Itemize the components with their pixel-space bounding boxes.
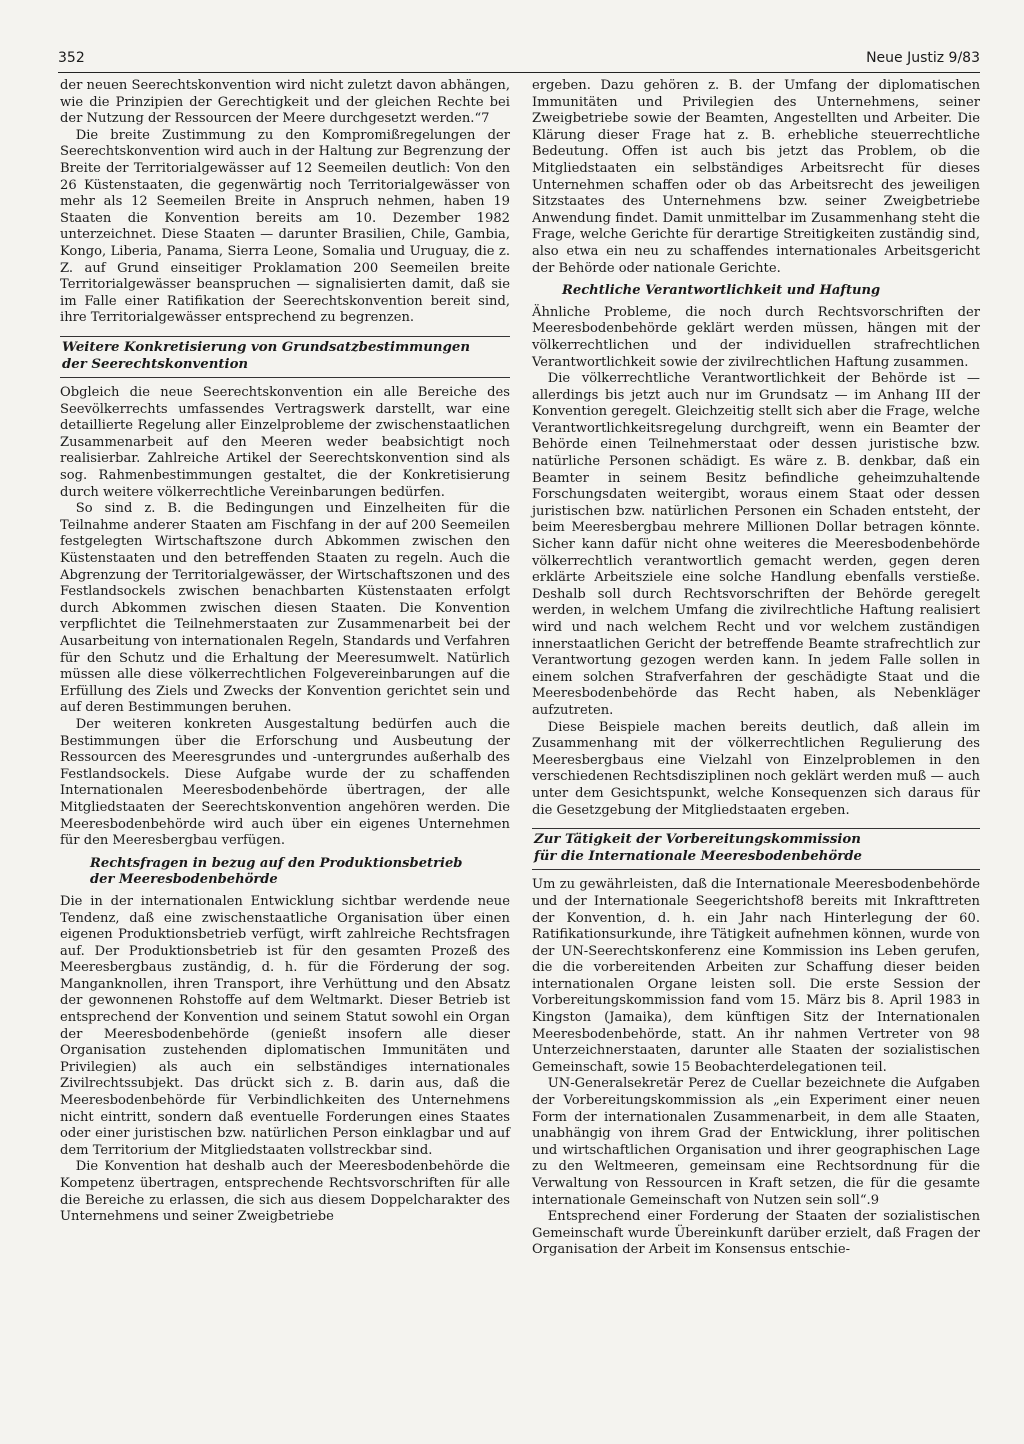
paragraph: Die Konvention hat deshalb auch der Meeresbodenbehörde die Kompetenz übertragen, entsprechende Rechtsvorschriften für alle die Bereiche zu erlassen, die sich aus diesem Doppelcharakter des Unternehmens und seiner Zweigbetriebe xyxy=(60,1159,510,1225)
paragraph: Die in der internationalen Entwicklung sichtbar werdende neue Tendenz, daß eine zwischenstaatliche Organisation über einen eigenen Produktionsbetrieb verfügt, wirft zahlreiche Rechtsfragen auf. Der Produktionsbetrieb ist für den gesamten Prozeß des Meeresbergbaus zuständig, d. h. für die Förderung der sog. Manganknollen, ihren Transport, ihre Verhüttung und den Absatz der gewonnenen Rohstoffe auf dem Weltmarkt. Dieser Betrieb ist entsprechend der Konvention und seinem Statut sowohl ein Organ der Meeresbodenbehörde (genießt insofern alle dieser Organisation zustehenden diplomatischen Immunitäten und Privilegien) als auch ein selbständiges internationales Zivilrechtssubjekt. Das drückt sich z. B. darin aus, daß die Meeresbodenbehörde für Verbindlichkeiten des Unternehmens nicht eintritt, sondern daß eventuelle Forderungen eines Staates oder einer juristischen bzw. natürlichen Person einklagbar und auf dem Territorium der Mitgliedstaaten vollstreckbar sind. xyxy=(60,893,510,1158)
right-column xyxy=(532,78,980,1259)
paragraph: Die völkerrechtliche Verantwortlichkeit der Behörde ist — allerdings bis jetzt auch nur im Grundsatz — im Anhang III der Konvention geregelt. Gleichzeitig stellt sich aber die Frage, welche Verantwortlichkeitsregelung durchgreift, wenn ein Beamter der Behörde einen Teilnehmerstaat oder dessen juristische bzw. natürliche Personen schädigt. Es wäre z. B. denkbar, daß ein Beamter in seinem Besitz befindliche geheimzuhaltende Forschungsdaten weitergibt, woraus einem Staat oder dessen juristischen bzw. natürlichen Personen ein Schaden entsteht, der beim Meeresbergbau mehrere Millionen Dollar betragen könnte. Sicher kann dafür nicht ohne weiteres die Meeresbodenbehörde völkerrechtlich verantwortlich gemacht werden, gegen deren erklärte Arbeitsziele eine solche Handlung ebenfalls verstieße. Deshalb soll durch Rechtsvorschriften der Behörde geregelt werden, in welchem Umfang die zivilrechtliche Haftung realisiert wird und nach welchem Recht und vor welchem zuständigen innerstaatlichen Gericht der betreffende Beamte strafrechtlich zur Verantwortung gezogen werden kann. In jedem Falle sollen in einem solchen Strafverfahren der geschädigte Staat und die Meeresbodenbehörde das Recht haben, als Nebenkläger aufzutreten. xyxy=(532,371,980,718)
paragraph: UN-Generalsekretär Perez de Cuellar bezeichnete die Aufgaben der Vorbereitungskommission als „ein Experiment einer neuen Form der internationalen Zusammenarbeit, in dem alle Staaten, unabhängig von ihrem Grad der Entwicklung, ihrer politischen und wirtschaftlichen Organisation und ihrer geographischen Lage zu den Weltmeeren, gemeinsam eine Rechtsordnung für die Verwaltung von Ressourcen in Kraft setzen, die für die gesamte internationale Gemeinschaft von Nutzen sein soll“.9 xyxy=(532,1076,980,1208)
paragraph: Diese Beispiele machen bereits deutlich, daß allein im Zusammenhang mit der völkerrechtlichen Regulierung des Meeresbergbaus eine Vielzahl von Einzelproblemen in den verschiedenen Rechtsdisziplinen noch geklärt werden muß — auch unter dem Gesichtspunkt, welche Konsequenzen sich daraus für die Gesetzgebung der Mitgliedstaaten ergeben. xyxy=(532,719,980,818)
paragraph: So sind z. B. die Bedingungen und Einzelheiten für die Teilnahme anderer Staaten am Fischfang in der auf 200 Seemeilen festgelegten Wirtschaftszone durch Abkommen zwischen den Küstenstaaten und den betreffenden Staaten zu regeln. Auch die Abgrenzung der Territorialgewässer, der Wirtschaftszonen und des Festlandsockels zwischen benachbarten Küstenstaaten erfolgt durch Abkommen zwischen diesen Staaten. Die Konvention verpflichtet die Teilnehmerstaaten zur Zusammenarbeit bei der Ausarbeitung von internationalen Regeln, Standards und Verfahren für den Schutz und die Erhaltung der Meeresumwelt. Natürlich müssen alle diese völkerrechtlichen Folgevereinbarungen auf die Erfüllung des Ziels und Zwecks der Konvention gerichtet sein und auf deren Bestimmungen beruhen. xyxy=(60,501,510,716)
paragraph: ergeben. Dazu gehören z. B. der Umfang der diplomatischen Immunitäten und Privilegien des Unternehmens, seiner Zweigbetriebe sowie der Beamten, Angestellten und Arbeiter. Die Klärung dieser Frage hat z. B. erhebliche steuerrechtliche Bedeutung. Offen ist auch bis jetzt das Problem, ob die Mitgliedstaaten ein selbständiges Arbeitsrecht für dieses Unternehmen schaffen oder ob das Arbeitsrecht des jeweiligen Sitzstaates des Unternehmens bzw. seiner Zweigbetriebe Anwendung findet. Damit unmittelbar im Zusammenhang steht die Frage, welche Gerichte für derartige Streitigkeiten zuständig sind, also etwa ein neu zu schaffendes internationales Arbeitsgericht der Behörde oder nationale Gerichte. xyxy=(532,78,980,276)
journal-issue: Neue Justiz 9/83 xyxy=(866,50,980,66)
section-heading: Zur Tätigkeit der Vorbereitungskommission für die Internationale Meeresbodenbehörde xyxy=(532,828,980,870)
subsection-heading: Rechtsfragen in bezug auf den Produktionsbetrieb der Meeresbodenbehörde xyxy=(90,855,463,888)
paragraph: Der weiteren konkreten Ausgestaltung bedürfen auch die Bestimmungen über die Erforschung und Ausbeutung der Ressourcen des Meeresgrundes und -untergrundes außerhalb des Festlandsockels. Diese Aufgabe wurde der zu schaffenden Internationalen Meeresbodenbehörde übertragen, der alle Mitgliedstaaten der Seerechtskonvention angehören werden. Die Meeresbodenbehörde wird auch über ein eigenes Unternehmen für den Meeresbergbau verfügen. xyxy=(60,716,510,849)
header-rule xyxy=(58,72,980,73)
section-heading: Weitere Konkretisierung von Grundsatzbestimmungen der Seerechtskonvention xyxy=(60,336,510,378)
paragraph: Ähnliche Probleme, die noch durch Rechtsvorschriften der Meeresbodenbehörde geklärt werden müssen, hängen mit der völkerrechtlichen und der individuellen strafrechtlichen Verantwortlichkeit sowie der zivilrechtlichen Haftung zusammen. xyxy=(532,304,980,370)
subsection-heading: Rechtliche Verantwortlichkeit und Haftung xyxy=(562,283,881,299)
paragraph: der neuen Seerechtskonvention wird nicht zuletzt davon abhängen, wie die Prinzipien der Gerechtigkeit und der gleichen Rechte bei der Nutzung der Ressourcen der Meere durchgesetzt werden.“7 xyxy=(60,78,511,127)
paragraph: Um zu gewährleisten, daß die Internationale Meeresbodenbehörde und der Internationale Seegerichtshof8 bereits mit Inkrafttreten der Konvention, d. h. ein Jahr nach Hinterlegung der 60. Ratifikationsurkunde, ihre Tätigkeit aufnehmen können, wurde von der UN-Seerechtskonferenz eine Kommission ins Leben gerufen, die die vorbereitenden Arbeiten zur Schaffung dieser beiden internationalen Organe leisten soll. Die erste Session der Vorbereitungskommission fand vom 15. März bis 8. April 1983 in Kingston (Jamaika), dem künftigen Sitz der Internationalen Meeresbodenbehörde, statt. An ihr nahmen Vertreter von 98 Unterzeichnerstaaten, darunter alle Staaten der sozialistischen Gemeinschaft, sowie 15 Beobachterdelegationen teil. xyxy=(532,877,980,1075)
page-header xyxy=(58,50,980,66)
paragraph: Entsprechend einer Forderung der Staaten der sozialistischen Gemeinschaft wurde Übereinkunft darüber erzielt, daß Fragen der Organisation der Arbeit im Konsensus entschie- xyxy=(532,1209,980,1258)
paragraph: Obgleich die neue Seerechtskonvention ein alle Bereiche des Seevölkerrechts umfassendes Vertragswerk darstellt, war eine detaillierte Regelung aller Einzelprobleme der zwischenstaatlichen Zusammenarbeit auf den Meeren weder beabsichtigt noch realisierbar. Zahlreiche Artikel der Seerechtskonvention sind als sog. Rahmenbestimmungen gestaltet, die der Konkretisierung durch weitere völkerrechtliche Vereinbarungen bedürfen. xyxy=(60,385,510,500)
page-number: 352 xyxy=(58,50,85,66)
left-column xyxy=(60,78,510,1226)
paragraph: Die breite Zustimmung zu den Kompromißregelungen der Seerechtskonvention wird auch in der Haltung zur Begrenzung der Breite der Territorialgewässer auf 12 Seemeilen deutlich: Von den 26 Küstenstaaten, die gegenwärtig noch Territorialgewässer von mehr als 12 Seemeilen Breite in Anspruch nehmen, haben 19 Staaten die Konvention bereits am 10. Dezember 1982 unterzeichnet. Diese Staaten — darunter Brasilien, Chile, Gambia, Kongo, Liberia, Panama, Sierra Leone, Somalia und Uruguay, die z. Z. auf Grund einseitiger Proklamation 200 Seemeilen breite Territorialgewässer beanspruchen — signalisierten damit, daß sie im Falle einer Ratifikation der Seerechtskonvention bereit sind, ihre Territorialgewässer entsprechend zu begrenzen. xyxy=(60,127,510,326)
